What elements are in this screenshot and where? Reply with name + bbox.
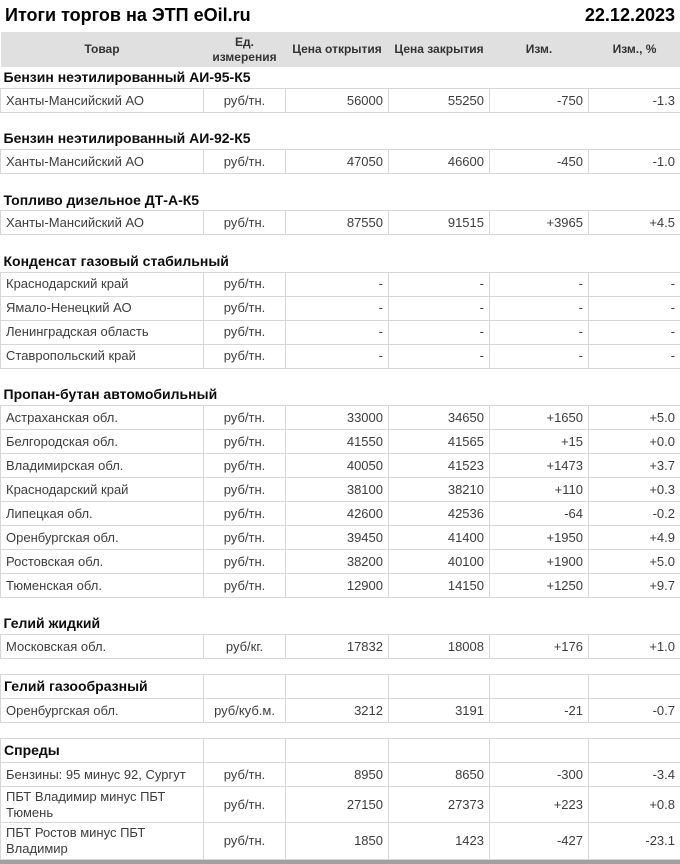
table-row: [1, 344, 680, 368]
change-cell: -: [490, 320, 589, 344]
product-cell: Белгородская обл.: [1, 429, 204, 453]
change-cell: +1250: [490, 573, 589, 597]
product-cell: Ростовская обл.: [1, 549, 204, 573]
change-cell: +3965: [490, 211, 589, 235]
unit-cell: руб/тн.: [204, 453, 286, 477]
section-title: Гелий жидкий: [1, 613, 680, 634]
product-cell: Ханты-Мансийский АО: [1, 150, 204, 174]
change-cell: -21: [490, 699, 589, 723]
close-price-cell: 41400: [389, 525, 490, 549]
open-price-cell: 38100: [286, 477, 389, 501]
product-cell: Ханты-Мансийский АО: [1, 88, 204, 112]
close-price-cell: -: [389, 272, 490, 296]
open-price-cell: -: [286, 344, 389, 368]
section-gap-row: [1, 368, 680, 384]
change-cell: -: [490, 272, 589, 296]
section-title: Бензин неэтилированный АИ-92-К5: [1, 128, 680, 149]
open-price-cell: 17832: [286, 635, 389, 659]
section-gap-row: [1, 597, 680, 613]
change-cell: -: [490, 344, 589, 368]
column-header-close-price: Цена закрытия: [389, 32, 490, 67]
open-price-cell: -: [286, 272, 389, 296]
product-cell: Ленинградская область: [1, 320, 204, 344]
section-empty-cell: [589, 675, 680, 699]
change-pct-cell: +3.7: [589, 453, 680, 477]
open-price-cell: -: [286, 320, 389, 344]
close-price-cell: 46600: [389, 150, 490, 174]
report-header: [0, 0, 680, 32]
open-price-cell: 39450: [286, 525, 389, 549]
change-pct-cell: -: [589, 344, 680, 368]
product-cell: Астраханская обл.: [1, 405, 204, 429]
unit-cell: руб/тн.: [204, 296, 286, 320]
open-price-cell: 3212: [286, 699, 389, 723]
section-empty-cell: [204, 739, 286, 763]
section-empty-cell: [389, 739, 490, 763]
report-date: 22.12.2023: [585, 6, 675, 26]
section-header-row: [1, 613, 680, 634]
close-price-cell: 8650: [389, 763, 490, 787]
unit-cell: руб/тн.: [204, 573, 286, 597]
open-price-cell: 8950: [286, 763, 389, 787]
change-pct-cell: +1.0: [589, 635, 680, 659]
unit-cell: руб/тн.: [204, 549, 286, 573]
product-cell: Оренбургская обл.: [1, 525, 204, 549]
section-empty-cell: [286, 675, 389, 699]
close-price-cell: 42536: [389, 501, 490, 525]
close-price-cell: 38210: [389, 477, 490, 501]
change-pct-cell: -: [589, 320, 680, 344]
unit-cell: руб/тн.: [204, 477, 286, 501]
unit-cell: руб/тн.: [204, 88, 286, 112]
product-cell: ПБТ Владимир минус ПБТ Тюмень: [1, 787, 204, 823]
change-cell: -427: [490, 823, 589, 859]
product-cell: Бензины: 95 минус 92, Сургут: [1, 763, 204, 787]
change-cell: +1650: [490, 405, 589, 429]
table-row: [1, 525, 680, 549]
section-gap-row: [1, 174, 680, 190]
product-cell: Липецкая обл.: [1, 501, 204, 525]
section-empty-cell: [204, 675, 286, 699]
section-empty-cell: [389, 675, 490, 699]
unit-cell: руб/тн.: [204, 320, 286, 344]
change-cell: -450: [490, 150, 589, 174]
table-row: [1, 272, 680, 296]
change-pct-cell: +5.0: [589, 405, 680, 429]
section-title: Пропан-бутан автомобильный: [1, 384, 680, 405]
section-gap: [1, 368, 680, 384]
section-title: Гелий газообразный: [1, 675, 204, 699]
unit-cell: руб/куб.м.: [204, 699, 286, 723]
table-row: [1, 429, 680, 453]
unit-cell: руб/тн.: [204, 787, 286, 823]
change-cell: +1473: [490, 453, 589, 477]
section-gap: [1, 659, 680, 675]
change-pct-cell: -: [589, 272, 680, 296]
section-empty-cell: [490, 675, 589, 699]
close-price-cell: 55250: [389, 88, 490, 112]
section-header-row: [1, 251, 680, 272]
unit-cell: руб/тн.: [204, 763, 286, 787]
section-gap: [1, 597, 680, 613]
close-price-cell: 3191: [389, 699, 490, 723]
close-price-cell: 27373: [389, 787, 490, 823]
table-row: [1, 823, 680, 859]
open-price-cell: 87550: [286, 211, 389, 235]
table-row: [1, 405, 680, 429]
open-price-cell: 12900: [286, 573, 389, 597]
open-price-cell: 1850: [286, 823, 389, 859]
unit-cell: руб/тн.: [204, 344, 286, 368]
close-price-cell: 18008: [389, 635, 490, 659]
change-cell: +110: [490, 477, 589, 501]
table-row: [1, 501, 680, 525]
table-row: [1, 787, 680, 823]
table-row: [1, 150, 680, 174]
change-pct-cell: -23.1: [589, 823, 680, 859]
change-pct-cell: +4.5: [589, 211, 680, 235]
bottom-border-bar: [0, 860, 680, 864]
open-price-cell: 47050: [286, 150, 389, 174]
section-header-row: [1, 67, 680, 88]
close-price-cell: 41523: [389, 453, 490, 477]
section-gap-row: [1, 659, 680, 675]
change-cell: -: [490, 296, 589, 320]
product-cell: Тюменская обл.: [1, 573, 204, 597]
change-pct-cell: +0.0: [589, 429, 680, 453]
product-cell: Ханты-Мансийский АО: [1, 211, 204, 235]
close-price-cell: 34650: [389, 405, 490, 429]
change-pct-cell: +9.7: [589, 573, 680, 597]
change-pct-cell: -1.0: [589, 150, 680, 174]
section-empty-cell: [589, 739, 680, 763]
change-cell: +176: [490, 635, 589, 659]
unit-cell: руб/тн.: [204, 429, 286, 453]
change-cell: +15: [490, 429, 589, 453]
column-header-change-pct: Изм., %: [589, 32, 680, 67]
close-price-cell: 41565: [389, 429, 490, 453]
product-cell: Московская обл.: [1, 635, 204, 659]
table-row: [1, 573, 680, 597]
unit-cell: руб/тн.: [204, 525, 286, 549]
unit-cell: руб/тн.: [204, 405, 286, 429]
change-cell: +1900: [490, 549, 589, 573]
product-cell: Ямало-Ненецкий АО: [1, 296, 204, 320]
close-price-cell: -: [389, 344, 490, 368]
section-gap: [1, 723, 680, 739]
section-title: Топливо дизельное ДТ-А-К5: [1, 190, 680, 211]
close-price-cell: 14150: [389, 573, 490, 597]
unit-cell: руб/кг.: [204, 635, 286, 659]
table-row: [1, 549, 680, 573]
change-pct-cell: +0.8: [589, 787, 680, 823]
table-row: [1, 635, 680, 659]
close-price-cell: 1423: [389, 823, 490, 859]
table-row: [1, 699, 680, 723]
table-row: [1, 88, 680, 112]
section-header-row: [1, 190, 680, 211]
product-cell: Ставропольский край: [1, 344, 204, 368]
section-gap: [1, 235, 680, 251]
product-cell: Оренбургская обл.: [1, 699, 204, 723]
column-header-change: Изм.: [490, 32, 589, 67]
unit-cell: руб/тн.: [204, 211, 286, 235]
change-cell: -750: [490, 88, 589, 112]
product-cell: Краснодарский край: [1, 477, 204, 501]
section-empty-cell: [490, 739, 589, 763]
section-header-row: [1, 739, 680, 763]
section-gap-row: [1, 112, 680, 128]
section-empty-cell: [286, 739, 389, 763]
product-cell: ПБТ Ростов минус ПБТ Владимир: [1, 823, 204, 859]
section-gap-row: [1, 723, 680, 739]
open-price-cell: 40050: [286, 453, 389, 477]
unit-cell: руб/тн.: [204, 272, 286, 296]
table-row: [1, 763, 680, 787]
change-cell: +223: [490, 787, 589, 823]
table-header-row: [1, 32, 680, 67]
table-row: [1, 211, 680, 235]
change-cell: +1950: [490, 525, 589, 549]
close-price-cell: 91515: [389, 211, 490, 235]
change-cell: -300: [490, 763, 589, 787]
table-row: [1, 477, 680, 501]
open-price-cell: -: [286, 296, 389, 320]
section-title: Бензин неэтилированный АИ-95-К5: [1, 67, 680, 88]
section-gap: [1, 174, 680, 190]
open-price-cell: 33000: [286, 405, 389, 429]
table-row: [1, 320, 680, 344]
change-pct-cell: -1.3: [589, 88, 680, 112]
close-price-cell: -: [389, 320, 490, 344]
table-row: [1, 296, 680, 320]
open-price-cell: 42600: [286, 501, 389, 525]
change-pct-cell: -0.7: [589, 699, 680, 723]
section-header-row: [1, 675, 680, 699]
close-price-cell: -: [389, 296, 490, 320]
product-cell: Краснодарский край: [1, 272, 204, 296]
unit-cell: руб/тн.: [204, 823, 286, 859]
change-pct-cell: -3.4: [589, 763, 680, 787]
unit-cell: руб/тн.: [204, 501, 286, 525]
change-pct-cell: +0.3: [589, 477, 680, 501]
open-price-cell: 38200: [286, 549, 389, 573]
close-price-cell: 40100: [389, 549, 490, 573]
change-pct-cell: +5.0: [589, 549, 680, 573]
column-header-product: Товар: [1, 32, 204, 67]
change-pct-cell: +4.9: [589, 525, 680, 549]
section-title: Спреды: [1, 739, 204, 763]
section-gap-row: [1, 235, 680, 251]
change-cell: -64: [490, 501, 589, 525]
open-price-cell: 27150: [286, 787, 389, 823]
section-header-row: [1, 384, 680, 405]
column-header-open-price: Цена открытия: [286, 32, 389, 67]
trading-results-table: [0, 32, 680, 860]
change-pct-cell: -: [589, 296, 680, 320]
unit-cell: руб/тн.: [204, 150, 286, 174]
change-pct-cell: -0.2: [589, 501, 680, 525]
section-title: Конденсат газовый стабильный: [1, 251, 680, 272]
section-header-row: [1, 128, 680, 149]
open-price-cell: 56000: [286, 88, 389, 112]
product-cell: Владимирская обл.: [1, 453, 204, 477]
column-header-unit: Ед. измерения: [204, 32, 286, 67]
table-row: [1, 453, 680, 477]
section-gap: [1, 112, 680, 128]
page-title: Итоги торгов на ЭТП eOil.ru: [5, 6, 251, 26]
open-price-cell: 41550: [286, 429, 389, 453]
